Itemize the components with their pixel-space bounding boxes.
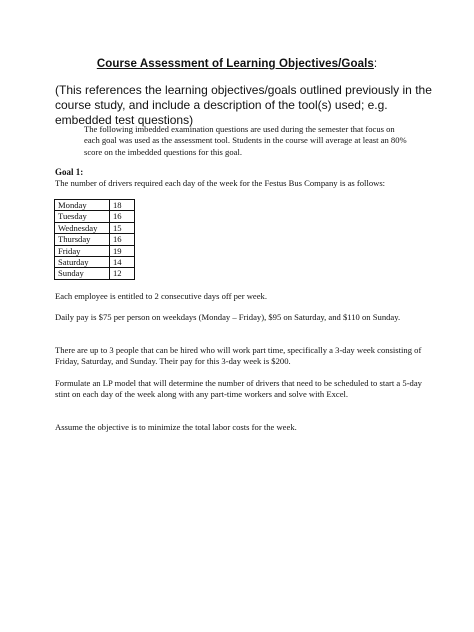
table-row: [55, 234, 135, 245]
drivers-cell: 14: [110, 257, 135, 268]
day-cell: Sunday: [55, 268, 110, 279]
day-cell: Tuesday: [55, 211, 110, 222]
goal-intro: The number of drivers required each day of the week for the Festus Bus Company is as follows:: [55, 178, 386, 188]
title-text: Course Assessment of Learning Objectives/Goals: [96, 58, 374, 70]
drivers-cell: 19: [110, 245, 135, 256]
paragraph-part-time: There are up to 3 people that can be hired who will work part time, specifically a 3-day week consisting of Friday, Saturday, and Sunday. Their pay for this 3-day week is $200.: [55, 345, 422, 367]
table-row: [55, 222, 135, 233]
drivers-cell: 16: [110, 234, 135, 245]
table-row: [55, 200, 135, 211]
assessment-note: The following imbedded examination questions are used during the semester that focus on each goal was used as the assessment tool. Students in the course will average at least an 80% score on the imbedded questions for this goal.: [84, 124, 407, 157]
day-cell: Saturday: [55, 257, 110, 268]
table-row: [55, 211, 135, 222]
paragraph-daily-pay: Daily pay is $75 per person on weekdays (Monday – Friday), $95 on Saturday, and $110 on Sunday.: [55, 312, 401, 322]
day-cell: Thursday: [55, 234, 110, 245]
drivers-table: [54, 199, 135, 280]
drivers-cell: 12: [110, 268, 135, 279]
table-row: [55, 257, 135, 268]
drivers-cell: 18: [110, 200, 135, 211]
paragraph-formulate: Formulate an LP model that will determine the number of drivers that need to be scheduled to start a 5-day stint on each day of the week along with any part-time workers and solve with Excel.: [55, 378, 422, 400]
drivers-cell: 15: [110, 222, 135, 233]
title-colon: :: [373, 58, 378, 70]
document-title: [0, 58, 474, 70]
day-cell: Monday: [55, 200, 110, 211]
paragraph-days-off: Each employee is entitled to 2 consecutive days off per week.: [55, 291, 267, 301]
day-cell: Wednesday: [55, 222, 110, 233]
table-row: [55, 268, 135, 279]
paragraph-objective: Assume the objective is to minimize the total labor costs for the week.: [55, 422, 297, 432]
goal-heading: Goal 1:: [55, 167, 84, 177]
drivers-cell: 16: [110, 211, 135, 222]
table-row: [55, 245, 135, 256]
intro-paragraph: (This references the learning objectives/goals outlined previously in the course study, and include a description of the tool(s) used; e.g. embedded test questions): [55, 83, 432, 127]
day-cell: Friday: [55, 245, 110, 256]
